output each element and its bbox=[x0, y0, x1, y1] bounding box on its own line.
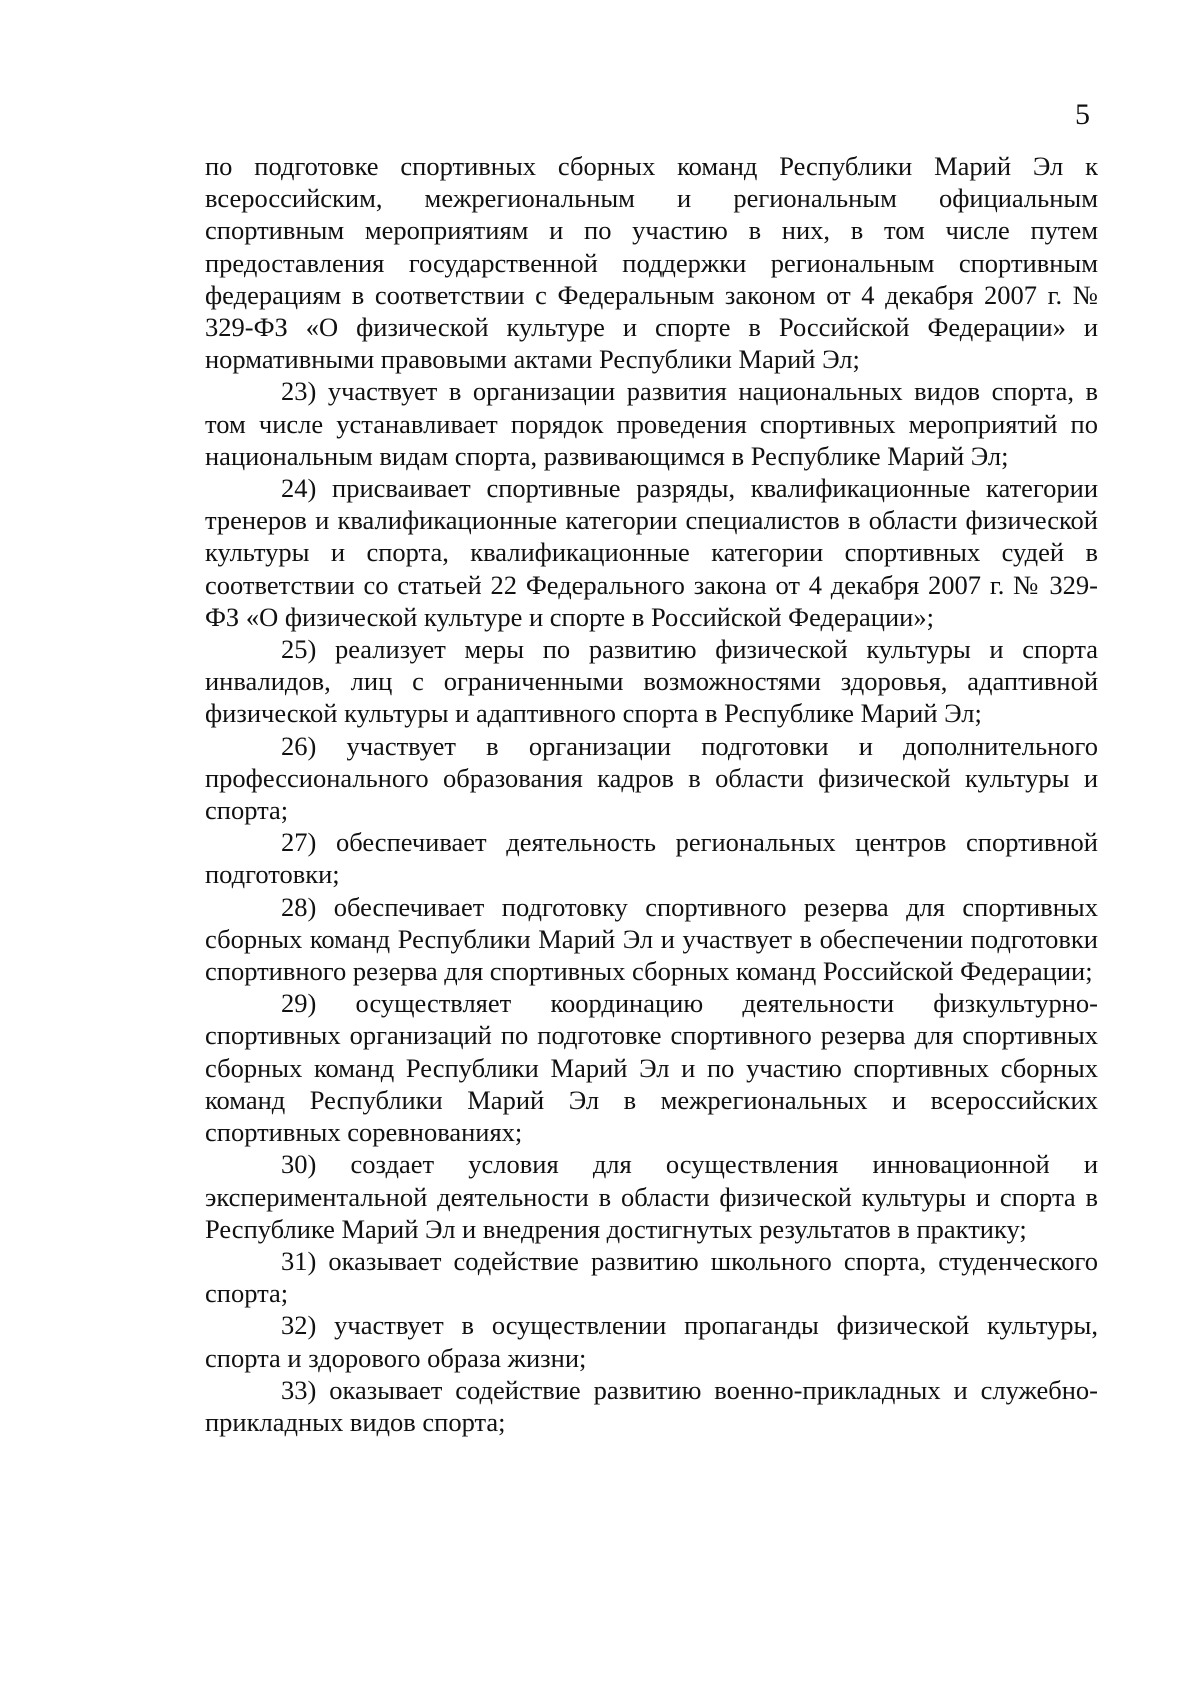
list-item-26: 26) участвует в организации подготовки и дополнительного профессионального образования кадров в области физической культуры и спорта; bbox=[205, 730, 1098, 826]
list-item-32: 32) участвует в осуществлении пропаганды физической культуры, спорта и здорового образа жизни; bbox=[205, 1310, 1098, 1373]
page-number: 5 bbox=[1075, 98, 1090, 131]
document-body bbox=[205, 150, 1098, 1438]
list-item-29: 29) осуществляет координацию деятельности физкультурно-спортивных организаций по подготовке спортивного резерва для спортивных сборных команд Республики Марий Эл и по участию спортивных сборных команд Республики Марий Эл в межрегиональных и всероссийских спортивных соревнованиях; bbox=[205, 988, 1098, 1148]
paragraph-continuation: по подготовке спортивных сборных команд Республики Марий Эл к всероссийским, межрегиональным и региональным официальным спортивным мероприятиям и по участию в них, в том числе путем предоставления государственной поддержки региональным спортивным федерациям в соответствии с Федеральным законом от 4 декабря 2007 г. № 329-ФЗ «О физической культуре и спорте в Российской Федерации» и нормативными правовыми актами Республики Марий Эл; bbox=[205, 151, 1098, 375]
list-item-25: 25) реализует меры по развитию физической культуры и спорта инвалидов, лиц с ограниченными возможностями здоровья, адаптивной физической культуры и адаптивного спорта в Республике Марий Эл; bbox=[205, 634, 1098, 729]
list-item-31: 31) оказывает содействие развитию школьного спорта, студенческого спорта; bbox=[205, 1245, 1098, 1309]
list-item-30: 30) создает условия для осуществления инновационной и экспериментальной деятельности в области физической культуры и спорта в Республике Марий Эл и внедрения достигнутых результатов в практику; bbox=[205, 1149, 1098, 1244]
list-item-28: 28) обеспечивает подготовку спортивного резерва для спортивных сборных команд Республики Марий Эл и участвует в обеспечении подготовки спортивного резерва для спортивных сборных команд Российской Федерации; bbox=[205, 891, 1098, 987]
list-item-23: 23) участвует в организации развития национальных видов спорта, в том числе устанавливает порядок проведения спортивных мероприятий по национальным видам спорта, развивающимся в Республике Марий Эл; bbox=[205, 376, 1098, 471]
list-item-27: 27) обеспечивает деятельность региональных центров спортивной подготовки; bbox=[205, 827, 1098, 890]
list-item-24: 24) присваивает спортивные разряды, квалификационные категории тренеров и квалификационные категории специалистов в области физической культуры и спорта, квалификационные категории спортивных судей в соответствии со статьей 22 Федерального закона от 4 декабря 2007 г. № 329-ФЗ «О физической культуре и спорте в Российской Федерации»; bbox=[205, 473, 1098, 632]
list-item-33: 33) оказывает содействие развитию военно-прикладных и служебно-прикладных видов спорта; bbox=[205, 1374, 1098, 1437]
